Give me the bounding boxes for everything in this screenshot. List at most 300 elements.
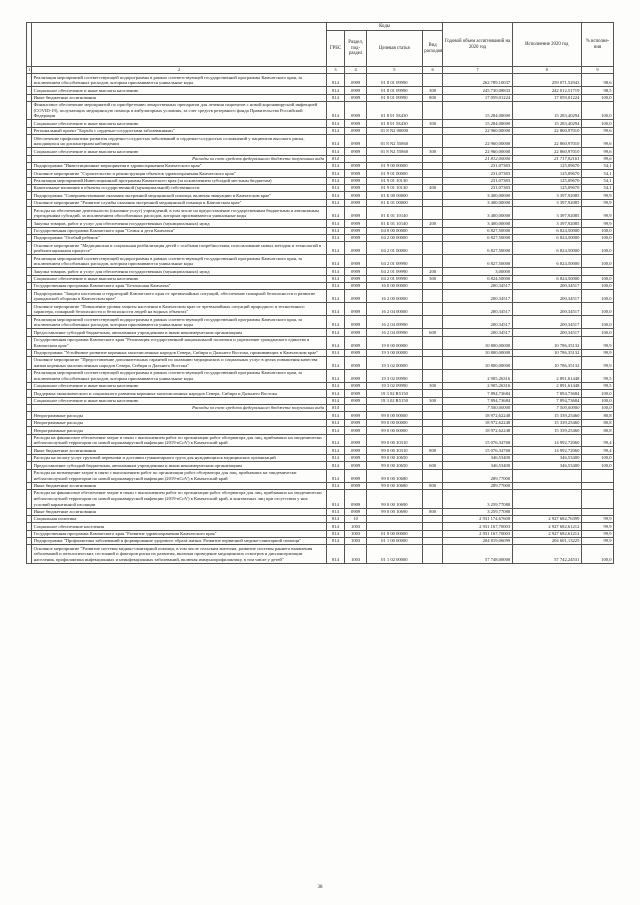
row-name: Финансовое обеспечение мероприятий по приобретению лекарственных препаратов для лечения пациентов с новой коронавирусной инфекцией (COVID-19), получающих медицинскую помощь в амбулаторных условиях, за счет средств резервного фонда Правительства Российской Федерации (32, 101, 327, 120)
row-exec-percent (581, 482, 613, 489)
row-plan-amount: 204 819,06099 (443, 538, 512, 545)
row-grbs: 814 (326, 390, 345, 397)
row-expense-type (422, 515, 443, 522)
table-row (27, 316, 614, 329)
row-target-article: 99 0 00 10650 (366, 454, 422, 461)
table-row (27, 185, 614, 192)
row-exec-amount (512, 469, 581, 482)
row-expense-type (422, 199, 443, 206)
row-target-article: 01 9 01 10130 (366, 185, 422, 192)
row-exec-percent: 99,9 (581, 530, 613, 537)
row-section: 0909 (345, 482, 367, 489)
row-expense-type (422, 469, 443, 482)
row-name: Социальное обеспечение населения (32, 523, 327, 530)
table-row (27, 515, 614, 522)
table-row (27, 135, 614, 148)
row-exec-amount: 125,09670 (512, 185, 581, 192)
row-section: 1003 (345, 545, 367, 564)
row-name: Подпрограмма "Профилактика заболеваний и формирование здорового образа жизни. Развитие первичной медико-санитарной помощи" (32, 538, 327, 545)
row-grbs: 814 (326, 303, 345, 316)
row-name: Расходы на оплату услуг грузовой перевозки и доставки гуманитарного груза для нуждающихся медицинских организаций (32, 454, 327, 461)
table-row (27, 170, 614, 177)
row-target-article: 19 3 00 00000 (366, 349, 422, 356)
row-target-article: 01 9 00 00000 (366, 162, 422, 169)
table-row (27, 405, 614, 412)
row-target-article: 99 0 00 10680 (366, 469, 422, 482)
row-expense-type (422, 356, 443, 369)
row-name: Подпрограмма "Совершенствование оказания экстренной медицинской помощи, включая эвакуацию в Камчатском крае" (32, 192, 327, 199)
row-name: Закупка товаров, работ и услуг для обеспечения государственных (муниципальных) нужд (32, 220, 327, 227)
table-row (27, 303, 614, 316)
row-expense-type (422, 538, 443, 545)
row-grbs: 814 (326, 148, 345, 155)
row-plan-amount: 3 259,77080 (443, 508, 512, 515)
row-plan-amount: 15 284,00000 (443, 120, 512, 127)
row-name: Реализация мероприятий соответствующей подпрограммы в рамках соответствующей государственной программы Камчатского края, за исключением обособленных расходов, которым присваиваются уникальные коды (32, 369, 327, 382)
row-section: 0909 (345, 419, 367, 426)
row-grbs: 814 (326, 135, 345, 148)
row-name: Расходы за счет средств федерального бюджета полученных вида (32, 405, 327, 412)
row-grbs: 814 (326, 185, 345, 192)
row-exec-amount: 2 927 682,76399 (512, 515, 581, 522)
row-section (345, 155, 367, 162)
row-expense-type: 300 (422, 382, 443, 389)
row-name: Государственная программа Камчатского края "Безопасная Камчатка" (32, 282, 327, 289)
row-exec-percent: 99,4 (581, 434, 613, 447)
row-plan-amount: 200,34517 (443, 329, 512, 336)
row-name: Предоставление субсидий бюджетным, автономным учреждениям и иным некоммерческим организациям (32, 329, 327, 336)
row-plan-amount: 18 972,62248 (443, 427, 512, 434)
row-exec-amount: 200,34517 (512, 290, 581, 303)
row-target-article: 04 2 01 09990 (366, 268, 422, 275)
row-exec-percent: 99,5 (581, 382, 613, 389)
row-exec-amount: 7 894,73684 (512, 397, 581, 404)
column-number: 2 (32, 67, 327, 74)
row-grbs: 814 (326, 192, 345, 199)
table-row (27, 255, 614, 268)
row-plan-amount: 3,00000 (443, 268, 512, 275)
row-plan-amount: 231,07383 (443, 185, 512, 192)
row-target-article: 01 1 00 00000 (366, 538, 422, 545)
row-plan-amount: 231,07383 (443, 162, 512, 169)
header-name (32, 23, 327, 67)
row-target-article: 01 8 01 5Б430 (366, 120, 422, 127)
row-name: Социальное обеспечение и иные выплаты населению (32, 397, 327, 404)
row-section: 0909 (345, 220, 367, 227)
row-exec-amount: 346,53400 (512, 462, 581, 469)
row-name: Подпрограмма "Инвестиционные мероприятия в здравоохранении Камчатского края" (32, 162, 327, 169)
column-number-row (27, 67, 614, 74)
row-exec-amount: 204 601,13225 (512, 538, 581, 545)
row-name: Поддержка экономического и социального развития коренных малочисленных народов Севера, Сибири и Дальнего Востока (32, 390, 327, 397)
header-plan: Годовой объем ассигнований на 2020 год (443, 23, 512, 67)
column-number: 5 (366, 67, 422, 74)
row-expense-type: 300 (422, 120, 443, 127)
row-expense-type: 800 (422, 508, 443, 515)
row-plan-amount: 2 931 167,70003 (443, 523, 512, 530)
row-grbs: 814 (326, 268, 345, 275)
row-exec-amount: 6 824,50000 (512, 227, 581, 234)
row-name: Расходы на финансовое обеспечение затрат в связи с выполнением работ по организации работ обсерватора для лиц, прибывших на эпидемически неблагополучной территории по новой коронавирусной инфекции (2019-nCoV) в Камчатский край, и контактных лиц при отсутствии у них условий карантинной изоляции (32, 489, 327, 508)
row-expense-type (422, 349, 443, 356)
row-expense-type (422, 530, 443, 537)
row-target-article: 04 2 00 00000 (366, 234, 422, 241)
table-row (27, 390, 614, 397)
table-row (27, 220, 614, 227)
row-name: Реализация мероприятий соответствующей подпрограммы в рамках соответствующей государственной программы Камчатского края, за исключением обособленных расходов, которым присваиваются уникальные коды (32, 74, 327, 87)
row-target-article: 19 3 02 R5150 (366, 390, 422, 397)
row-section: 0909 (345, 282, 367, 289)
row-expense-type (422, 434, 443, 447)
row-grbs: 814 (326, 275, 345, 282)
row-section: 10 (345, 515, 367, 522)
row-exec-amount: 22 860,97010 (512, 127, 581, 134)
row-exec-amount: 6 824,50000 (512, 234, 581, 241)
row-grbs: 814 (326, 419, 345, 426)
row-plan-amount: 346,53400 (443, 454, 512, 461)
row-target-article: 01 9 01 10130 (366, 177, 422, 184)
row-grbs: 814 (326, 482, 345, 489)
row-exec-percent: 54,1 (581, 162, 613, 169)
table-row (27, 94, 614, 101)
table-header (27, 23, 614, 74)
table-row (27, 162, 614, 169)
column-number: 9 (581, 67, 613, 74)
row-target-article: 01 Б 01 10140 (366, 207, 422, 220)
row-name: Реализация мероприятий соответствующей подпрограммы в рамках соответствующей государственной программы Камчатского края, за исключением обособленных расходов, которым присваиваются уникальные коды (32, 316, 327, 329)
row-section: 0909 (345, 508, 367, 515)
row-exec-amount: 3 397,92085 (512, 192, 581, 199)
table-row (27, 227, 614, 234)
row-exec-amount: 200,34517 (512, 329, 581, 336)
row-plan-amount: 3 259,77080 (443, 489, 512, 508)
row-plan-amount: 18 972,62248 (443, 419, 512, 426)
row-target-article (366, 405, 422, 412)
row-name: Закупка товаров, работ и услуг для обеспечения государственных (муниципальных) нужд (32, 268, 327, 275)
row-section: 0909 (345, 234, 367, 241)
row-name: Основное мероприятие "Предоставление дополнительных гарантий по оказанию медицинских и социальных услуг в целях повышения качества жизни коренных малочисленных народов Севера, Сибири и Дальнего Востока" (32, 356, 327, 369)
table-row (27, 207, 614, 220)
row-exec-amount: 22 860,97010 (512, 148, 581, 155)
row-exec-percent: 99,6 (581, 148, 613, 155)
row-exec-percent: 99,6 (581, 127, 613, 134)
row-grbs: 814 (326, 155, 345, 162)
row-expense-type: 800 (422, 447, 443, 454)
table-row (27, 290, 614, 303)
row-section: 0909 (345, 199, 367, 206)
budget-table (26, 22, 614, 564)
row-expense-type (422, 316, 443, 329)
row-expense-type (422, 207, 443, 220)
row-exec-percent: 100,0 (581, 282, 613, 289)
row-exec-percent: 100,0 (581, 290, 613, 303)
row-exec-amount: 6 824,50000 (512, 242, 581, 255)
row-name: Реализация мероприятий соответствующей подпрограммы в рамках соответствующей государственной программы Камчатского края, за исключением обособленных расходов, которым присваиваются уникальные коды (32, 255, 327, 268)
row-expense-type (422, 227, 443, 234)
row-exec-amount: 14 992,72060 (512, 434, 581, 447)
row-grbs: 814 (326, 94, 345, 101)
row-section: 0909 (345, 382, 367, 389)
row-grbs: 814 (326, 356, 345, 369)
row-name: Расходы на обеспечение деятельности (оказание услуг) учреждений, в том числе на предоставление государственным бюджетным и автономным учреждениям субсидий, за исключением обособленных расходов, которым присваиваются уникальные коды (32, 207, 327, 220)
row-grbs: 814 (326, 447, 345, 454)
row-section: 0909 (345, 177, 367, 184)
row-name: Основное мероприятие "Медицинская и социальная реабилитация детей с особыми потребностями, использование новых методик и технологий в реабилитационном процессе" (32, 242, 327, 255)
row-exec-percent: 80,8 (581, 419, 613, 426)
table-row (27, 508, 614, 515)
row-section: 0909 (345, 185, 367, 192)
table-row (27, 538, 614, 545)
row-plan-amount: 3 400,00000 (443, 192, 512, 199)
table-row (27, 397, 614, 404)
row-grbs: 814 (326, 74, 345, 87)
table-row (27, 242, 614, 255)
row-section: 0909 (345, 268, 367, 275)
row-target-article: 99 0 00 10650 (366, 462, 422, 469)
row-exec-percent: 100,0 (581, 255, 613, 268)
row-plan-amount: 200,34517 (443, 290, 512, 303)
row-exec-percent: 99,4 (581, 447, 613, 454)
row-section: 0909 (345, 94, 367, 101)
row-section: 0909 (345, 74, 367, 87)
row-name: Иные бюджетные ассигнования (32, 482, 327, 489)
row-target-article: 01 8 01 5Б430 (366, 101, 422, 120)
row-expense-type (422, 290, 443, 303)
row-target-article: 01 Б 01 10140 (366, 220, 422, 227)
row-plan-amount: 10 800,00000 (443, 349, 512, 356)
row-exec-amount: 3 397,92085 (512, 220, 581, 227)
row-target-article: 16 2 04 09990 (366, 316, 422, 329)
row-exec-amount: 200,34517 (512, 316, 581, 329)
row-target-article: 99 0 00 10310 (366, 434, 422, 447)
row-name: Расходы на возмещение затрат в связи с выполнением работ по организации работ обсерватора для лиц, прибывших на эпидемически неблагополучной территории по новой коронавирусной инфекции (2019-nCoV) в Камчатский край (32, 469, 327, 482)
row-exec-amount: 22 860,97010 (512, 135, 581, 148)
row-exec-amount: 14 992,72060 (512, 447, 581, 454)
row-exec-amount (512, 268, 581, 275)
table-row (27, 127, 614, 134)
row-target-article: 99 0 00 10680 (366, 482, 422, 489)
row-exec-percent: 99,9 (581, 356, 613, 369)
row-expense-type (422, 336, 443, 349)
row-exec-percent: 99,9 (581, 192, 613, 199)
row-plan-amount: 346,53400 (443, 462, 512, 469)
row-exec-percent: 100,0 (581, 462, 613, 469)
row-grbs: 814 (326, 220, 345, 227)
row-expense-type: 600 (422, 329, 443, 336)
row-grbs: 814 (326, 382, 345, 389)
row-grbs: 814 (326, 405, 345, 412)
row-grbs: 814 (326, 127, 345, 134)
page-number: 38 (317, 885, 323, 890)
row-grbs: 814 (326, 369, 345, 382)
table-row (27, 192, 614, 199)
row-section: 0909 (345, 192, 367, 199)
row-section (345, 405, 367, 412)
row-section: 0909 (345, 207, 367, 220)
row-target-article: 01 8 N2 00000 (366, 127, 422, 134)
row-exec-percent: 99,6 (581, 135, 613, 148)
row-expense-type (422, 369, 443, 382)
row-grbs: 814 (326, 207, 345, 220)
row-section: 0909 (345, 242, 367, 255)
row-name: Расходы на финансовое обеспечение затрат в связи с выполнением работ по организации работ обсерватора для лиц, прибывших на эпидемически неблагополучной территории по новой коронавирусной инфекции (2019-nCoV) в Камчатский край (32, 434, 327, 447)
row-grbs: 814 (326, 427, 345, 434)
row-section: 0909 (345, 101, 367, 120)
row-section: 0909 (345, 316, 367, 329)
row-plan-amount: 2 931 174,67608 (443, 515, 512, 522)
row-expense-type (422, 282, 443, 289)
row-section: 0909 (345, 275, 367, 282)
row-name: Основное мероприятие "Строительство и реконструкция объектов здравоохранения Камчатского края" (32, 170, 327, 177)
row-exec-amount: 21 717,92161 (512, 155, 581, 162)
row-target-article: 04 0 00 00000 (366, 227, 422, 234)
row-name: Социальное обеспечение и иные выплаты населению (32, 87, 327, 94)
row-exec-percent: 99,9 (581, 515, 613, 522)
row-plan-amount: 3 400,00000 (443, 199, 512, 206)
row-plan-amount: 17 059,01224 (443, 94, 512, 101)
row-section: 0909 (345, 369, 367, 382)
row-target-article: 16 2 04 00000 (366, 303, 422, 316)
row-exec-amount: 17 059,01224 (512, 94, 581, 101)
row-expense-type (422, 489, 443, 508)
row-expense-type (422, 242, 443, 255)
table-row (27, 419, 614, 426)
row-exec-percent: 98,5 (581, 87, 613, 94)
row-grbs: 814 (326, 170, 345, 177)
row-expense-type: 200 (422, 268, 443, 275)
row-expense-type: 600 (422, 462, 443, 469)
row-plan-amount: 21 812,00000 (443, 155, 512, 162)
row-name: Основное мероприятие "Повышение уровня защиты населения в Камчатском крае от чрезвычайных ситуаций природного и техногенного характера, пожарной безопасности и безопасности людей на водных объектах" (32, 303, 327, 316)
row-grbs: 814 (326, 242, 345, 255)
table-row (27, 101, 614, 120)
row-target-article: 04 2 01 00000 (366, 242, 422, 255)
column-number: 1 (28, 67, 31, 73)
table-row (27, 469, 614, 482)
row-exec-percent: 99,9 (581, 349, 613, 356)
row-section: 1003 (345, 538, 367, 545)
row-section: 0909 (345, 349, 367, 356)
row-target-article: 19 3 02 09990 (366, 382, 422, 389)
row-section: 0909 (345, 162, 367, 169)
row-grbs: 814 (326, 316, 345, 329)
row-expense-type (422, 192, 443, 199)
row-name: Основное мероприятие "Развитие службы оказания экстренной медицинской помощи в Камчатском крае" (32, 199, 327, 206)
table-row (27, 329, 614, 336)
row-exec-amount: 3 397,92085 (512, 199, 581, 206)
row-exec-percent: 99,9 (581, 523, 613, 530)
row-name: Расходы за счет средств федерального бюджета полученных вида (32, 155, 327, 162)
row-target-article: 99 0 00 10690 (366, 489, 422, 508)
row-expense-type (422, 155, 443, 162)
row-section: 0909 (345, 489, 367, 508)
row-name: Социальное обеспечение и иные выплаты населению (32, 120, 327, 127)
row-target-article: 01 8 01 09990 (366, 74, 422, 87)
row-exec-percent (581, 508, 613, 515)
row-section: 0909 (345, 397, 367, 404)
row-section: 0909 (345, 148, 367, 155)
row-name: Социальное обеспечение и иные выплаты населению (32, 382, 327, 389)
row-grbs: 814 (326, 397, 345, 404)
row-plan-amount: 7 500,00000 (443, 405, 512, 412)
table-row (27, 148, 614, 155)
row-grbs: 814 (326, 469, 345, 482)
row-exec-amount: 3 397,92085 (512, 207, 581, 220)
row-exec-percent: 100,0 (581, 275, 613, 282)
table-row (27, 454, 614, 461)
row-exec-amount: 2 891,61448 (512, 369, 581, 382)
row-exec-percent (581, 489, 613, 508)
row-expense-type (422, 303, 443, 316)
row-name: Иные бюджетные ассигнования (32, 508, 327, 515)
row-name: Подпрограмма "Устойчивое развитие коренных малочисленных народов Севера, Сибири и Дальнего Востока, проживающих в Камчатском крае" (32, 349, 327, 356)
row-target-article: 04 2 01 09990 (366, 275, 422, 282)
row-plan-amount: 6 827,50000 (443, 234, 512, 241)
table-row (27, 356, 614, 369)
row-grbs: 814 (326, 545, 345, 564)
row-expense-type (422, 234, 443, 241)
row-expense-type (422, 74, 443, 87)
row-plan-amount: 262 789,10037 (443, 74, 512, 87)
row-name: Государственная программа Камчатского края "Реализация государственной национальной политики и укрепление гражданского единства в Камчатском крае" (32, 336, 327, 349)
row-plan-amount: 10 800,00000 (443, 336, 512, 349)
row-exec-amount: 6 824,50000 (512, 275, 581, 282)
table-row (27, 282, 614, 289)
row-plan-amount: 2 931 167,70003 (443, 530, 512, 537)
row-target-article: 19 3 02 09990 (366, 369, 422, 382)
row-exec-percent: 99,9 (581, 336, 613, 349)
table-row (27, 382, 614, 389)
row-target-article: 16 0 00 00000 (366, 282, 422, 289)
row-exec-percent: 100,0 (581, 329, 613, 336)
table-row (27, 155, 614, 162)
row-exec-percent: 100,0 (581, 94, 613, 101)
row-plan-amount: 6 827,50000 (443, 255, 512, 268)
row-grbs: 814 (326, 177, 345, 184)
table-row (27, 523, 614, 530)
table-row (27, 74, 614, 87)
table-row (27, 275, 614, 282)
header-section: Раздел, под-раздел (345, 31, 367, 67)
row-expense-type (422, 454, 443, 461)
row-expense-type (422, 170, 443, 177)
row-target-article: 01 Б 01 00000 (366, 199, 422, 206)
row-exec-percent: 99,5 (581, 369, 613, 382)
row-plan-amount: 7 894,73684 (443, 397, 512, 404)
row-grbs: 814 (326, 282, 345, 289)
table-row (27, 199, 614, 206)
row-name: Капитальные вложения в объекты государственной (муниципальной) собственности (32, 185, 327, 192)
row-expense-type (422, 135, 443, 148)
row-exec-percent: 54,1 (581, 177, 613, 184)
table-row (27, 447, 614, 454)
row-target-article: 01 9 01 00000 (366, 170, 422, 177)
row-expense-type: 300 (422, 397, 443, 404)
row-exec-amount: 15 339,25460 (512, 427, 581, 434)
row-plan-amount: 2 905,26316 (443, 369, 512, 382)
row-name: Реализация мероприятий Инвестиционной программы Камчатского края (за исключением субсидий местным бюджетам) (32, 177, 327, 184)
row-exec-percent (581, 268, 613, 275)
row-exec-amount: 6 824,50000 (512, 255, 581, 268)
row-plan-amount: 57 748,00000 (443, 545, 512, 564)
row-exec-amount: 7 500,00000 (512, 405, 581, 412)
row-exec-percent: 100,0 (581, 303, 613, 316)
row-section: 0909 (345, 462, 367, 469)
row-target-article: 19 0 00 00000 (366, 336, 422, 349)
row-section: 0909 (345, 135, 367, 148)
row-section: 0909 (345, 434, 367, 447)
row-grbs: 814 (326, 454, 345, 461)
